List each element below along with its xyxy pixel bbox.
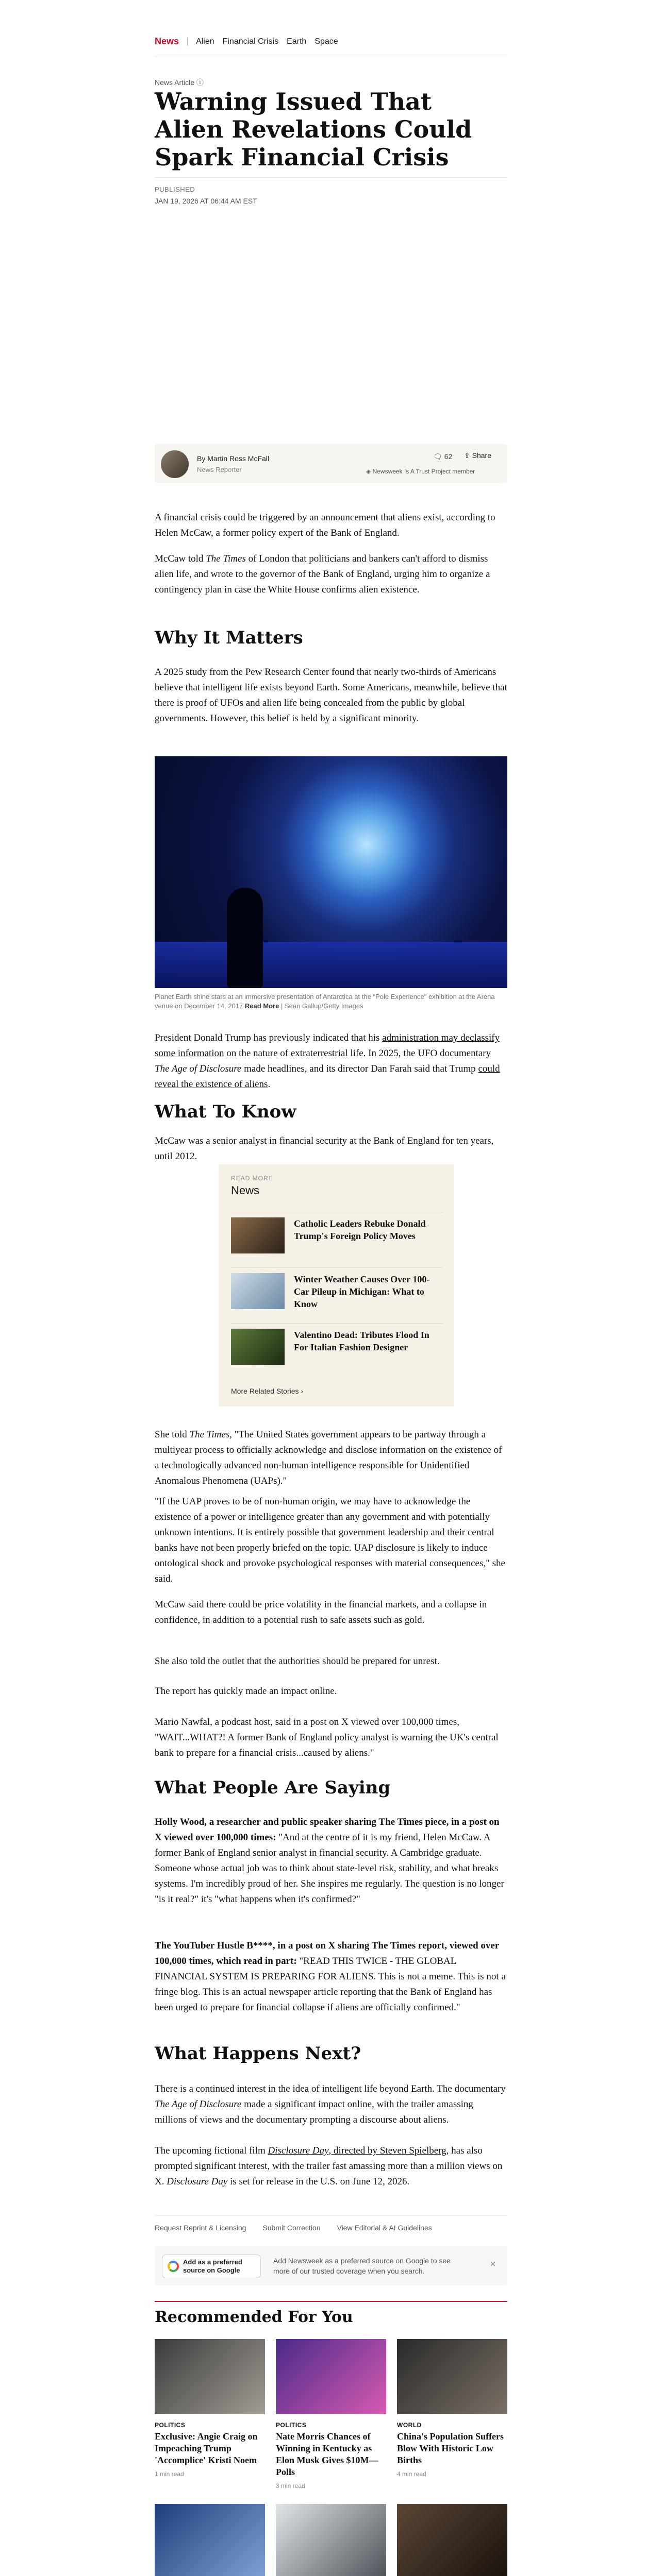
paragraph: The report has quickly made an impact online. <box>155 1686 337 1697</box>
paragraph <box>155 1938 507 2015</box>
chevron-right-icon: › <box>301 1387 304 1395</box>
trust-label: Newsweek Is A Trust Project member <box>372 468 475 475</box>
caption-read-more[interactable]: Read More <box>244 1002 279 1010</box>
related-item[interactable] <box>231 1323 442 1365</box>
recommended-card[interactable] <box>276 2339 386 2489</box>
paragraph: McCaw was a senior analyst in financial security at the Bank of England for ten years, until 2012. <box>155 1136 494 1162</box>
recommended-title: Recommended For You <box>155 2308 353 2326</box>
article-tag <box>155 77 507 88</box>
reprint-link[interactable]: Request Reprint & Licensing <box>155 2224 246 2232</box>
topic-divider <box>187 38 188 46</box>
quote-text: "And at the centre of it is my friend, Helen McCaw. A former Bank of England senior analyst in financial security. A Cambridge graduate. Someone whose actual job was to think about state-level risk, stability, and what breaks systems. I'm incredibly proud of her. She inspires me regularly. The question is no longer "is it real?" it's "what happens when it's confirmed?" <box>155 1832 504 1905</box>
card-image <box>397 2339 507 2414</box>
more-related-label: More Related Stories <box>231 1387 299 1395</box>
related-thumbnail <box>231 1217 285 1253</box>
headline: Warning Issued That Alien Revelations Could Spark Financial Crisis <box>155 88 472 171</box>
article-links <box>155 2224 507 2232</box>
recommended-card[interactable] <box>155 2339 265 2478</box>
paragraph: The upcoming fictional film Disclosure Day, directed by Steven Spielberg, has also prompted significant interest, with the trailer fast amassing more than a million views on X. Disclosure Day is set for release in the U.S. on June 12, 2026. <box>155 2145 503 2187</box>
share-icon: ⇪ <box>464 451 472 460</box>
related-thumbnail <box>231 1273 285 1309</box>
section-divider <box>155 2301 507 2302</box>
card-meta: 3 min read <box>276 2482 305 2489</box>
preferred-source-text: Add Newsweek as a preferred source on Google to see more of our trusted coverage when you search. <box>273 2257 451 2275</box>
trust-project-badge[interactable] <box>366 468 475 475</box>
image-floor <box>155 942 507 988</box>
comment-icon: 🗨 <box>433 452 444 461</box>
topic-earth[interactable]: Earth <box>287 37 307 46</box>
paragraph: A financial crisis could be triggered by an announcement that aliens exist, according to Helen McCaw, a former policy expert of the Bank of England. <box>155 512 495 538</box>
topic-alien[interactable]: Alien <box>196 37 214 46</box>
image-silhouette <box>227 888 263 988</box>
info-icon: ⓘ <box>196 78 204 87</box>
preferred-button-label: Add as a preferred source on Google <box>183 2258 242 2274</box>
related-item[interactable] <box>231 1212 442 1253</box>
quote-text: "READ THIS TWICE - THE GLOBAL FINANCIAL SYSTEM IS PREPARING FOR ALIENS. This is not a meme. This is not a fringe blog. This is an actual newspaper article reporting that the Bank of England has been urged to prepare for financial collapse if aliens are officially confirmed." <box>155 1956 506 2013</box>
article-image <box>155 756 507 988</box>
article-tag-label: News Article <box>155 78 195 87</box>
preferred-source-button[interactable] <box>162 2255 261 2278</box>
paragraph: Mario Nawfal, a podcast host, said in a post on X viewed over 100,000 times, "WAIT...WHAT?! A former Bank of England policy analyst is warning the UK's central bank to prepare for a financial crisis...caused by aliens." <box>155 1717 499 1758</box>
google-icon <box>168 2261 179 2272</box>
share-button[interactable] <box>464 451 491 460</box>
more-related-link[interactable] <box>231 1387 303 1395</box>
image-caption: Planet Earth shine stars at an immersive presentation of Antarctica at the "Pole Experience" exhibition at the Arena venue on December 14, 2017 Read More | Sean Gallup/Getty Images <box>155 993 495 1010</box>
related-item-title[interactable]: Catholic Leaders Rebuke Donald Trump's Foreign Policy Moves <box>294 1218 426 1241</box>
related-label: READ MORE <box>231 1175 273 1182</box>
card-title[interactable]: China's Population Suffers Blow With Historic Low Births <box>397 2431 504 2465</box>
section-heading: What Happens Next? <box>155 2043 361 2064</box>
comment-count: 62 <box>444 452 453 461</box>
divider <box>155 2215 507 2216</box>
divider <box>155 177 507 178</box>
paragraph: She told The Times, "The United States government appears to be partway through a multiyear process to officially acknowledge and disclose information on the existence of a technologically advanced non-human intelligence responsible for Unidentified Anomalous Phenomena (UAPs)." <box>155 1429 502 1486</box>
card-image <box>276 2504 386 2576</box>
related-title: News <box>231 1184 260 1197</box>
recommended-card[interactable] <box>276 2504 386 2576</box>
recommended-card[interactable] <box>155 2504 265 2576</box>
card-title[interactable]: Nate Morris Chances of Winning in Kentucky as Elon Musk Gives $10M—Polls <box>276 2431 378 2477</box>
caption-text: Planet Earth shine stars at an immersive presentation of Antarctica at the "Pole Experience" exhibition at the Arena venue on December 14, 2017 <box>155 993 495 1010</box>
quote-source: The YouTuber Hustle B****, in a post on X sharing The Times report, viewed over 100,000 times, which read in part: <box>155 1940 499 1967</box>
preferred-source-box <box>155 2246 507 2285</box>
paragraph: There is a continued interest in the idea of intelligent life beyond Earth. The documentary The Age of Disclosure made a significant impact online, with the trailer amassing millions of views and the documentary prompting a discourse about aliens. <box>155 2083 506 2125</box>
published-label: PUBLISHED <box>155 185 195 193</box>
paragraph: She also told the outlet that the authorities should be prepared for unrest. <box>155 1656 440 1667</box>
card-image <box>155 2504 265 2576</box>
related-item[interactable] <box>231 1267 442 1309</box>
caption-credit: Sean Gallup/Getty Images <box>285 1002 363 1010</box>
paragraph: "If the UAP proves to be of non-human origin, we may have to acknowledge the existence of a power or intelligence greater than any government and with potentially unknown intentions. It is entirely possible that government leadership and their central banks have not been properly briefed on the topic. UAP disclosure is likely to induce ontological shock and provoke psychological responses with material consequences," she said. <box>155 1496 505 1584</box>
card-image <box>276 2339 386 2414</box>
paragraph <box>155 1815 507 1907</box>
related-news-box <box>219 1164 454 1406</box>
close-icon[interactable]: × <box>490 2259 496 2270</box>
quote-source: Holly Wood, a researcher and public speaker sharing The Times piece, in a post on X viewed over 100,000 times: <box>155 1817 500 1843</box>
related-item-title[interactable]: Valentino Dead: Tributes Flood In For Italian Fashion Designer <box>294 1330 429 1352</box>
card-category: WORLD <box>397 2421 422 2429</box>
card-image <box>155 2339 265 2414</box>
guidelines-link[interactable]: View Editorial & AI Guidelines <box>337 2224 432 2232</box>
paragraph: President Donald Trump has previously indicated that his administration may declassify some information on the nature of extraterrestrial life. In 2025, the UFO documentary The Age of Disclosure made headlines, and its director Dan Farah said that Trump could reveal the existence of aliens. <box>155 1032 500 1090</box>
topic-financial-crisis[interactable]: Financial Crisis <box>222 37 279 46</box>
correction-link[interactable]: Submit Correction <box>262 2224 321 2232</box>
card-meta: 4 min read <box>397 2470 426 2478</box>
author-avatar[interactable] <box>161 450 189 478</box>
author-role: News Reporter <box>197 466 242 473</box>
card-category: POLITICS <box>276 2421 307 2429</box>
section-heading: What People Are Saying <box>155 1777 391 1798</box>
topic-space[interactable]: Space <box>315 37 338 46</box>
paragraph: McCaw said there could be price volatility in the financial markets, and a collapse in confidence, in addition to a potential rush to safe assets such as gold. <box>155 1599 487 1625</box>
related-item-title[interactable]: Winter Weather Causes Over 100-Car Pileup in Michigan: What to Know <box>294 1274 430 1309</box>
paragraph: McCaw told The Times of London that politicians and bankers can't afford to dismiss alien life, and wrote to the governor of the Bank of England, urging him to organize a contingency plan in case the White House confirms alien existence. <box>155 553 490 595</box>
share-label: Share <box>472 451 491 460</box>
comment-button[interactable] <box>433 452 452 461</box>
topic-nav <box>155 36 507 47</box>
card-category: POLITICS <box>155 2421 186 2429</box>
recommended-card[interactable] <box>397 2339 507 2478</box>
related-thumbnail <box>231 1329 285 1365</box>
card-meta: 1 min read <box>155 2470 184 2478</box>
card-title[interactable]: Exclusive: Angie Craig on Impeaching Trump 'Accomplice' Kristi Noem <box>155 2431 258 2465</box>
author-card <box>155 444 507 483</box>
paragraph: A 2025 study from the Pew Research Center found that nearly two-thirds of Americans believe that intelligent life exists beyond Earth. Some Americans, meanwhile, believe that there is proof of UFOs and alien life being concealed from the public by global governments. However, this belief is held by a significant minority. <box>155 667 507 724</box>
section-heading: What To Know <box>155 1101 296 1122</box>
published-date: JAN 19, 2026 AT 06:44 AM EST <box>155 197 257 205</box>
topic-current[interactable]: News <box>155 36 179 46</box>
author-byline[interactable]: By Martin Ross McFall <box>197 454 270 463</box>
recommended-card[interactable] <box>397 2504 507 2576</box>
trust-icon: ◈ <box>366 468 373 475</box>
section-heading: Why It Matters <box>155 628 303 648</box>
card-image <box>397 2504 507 2576</box>
